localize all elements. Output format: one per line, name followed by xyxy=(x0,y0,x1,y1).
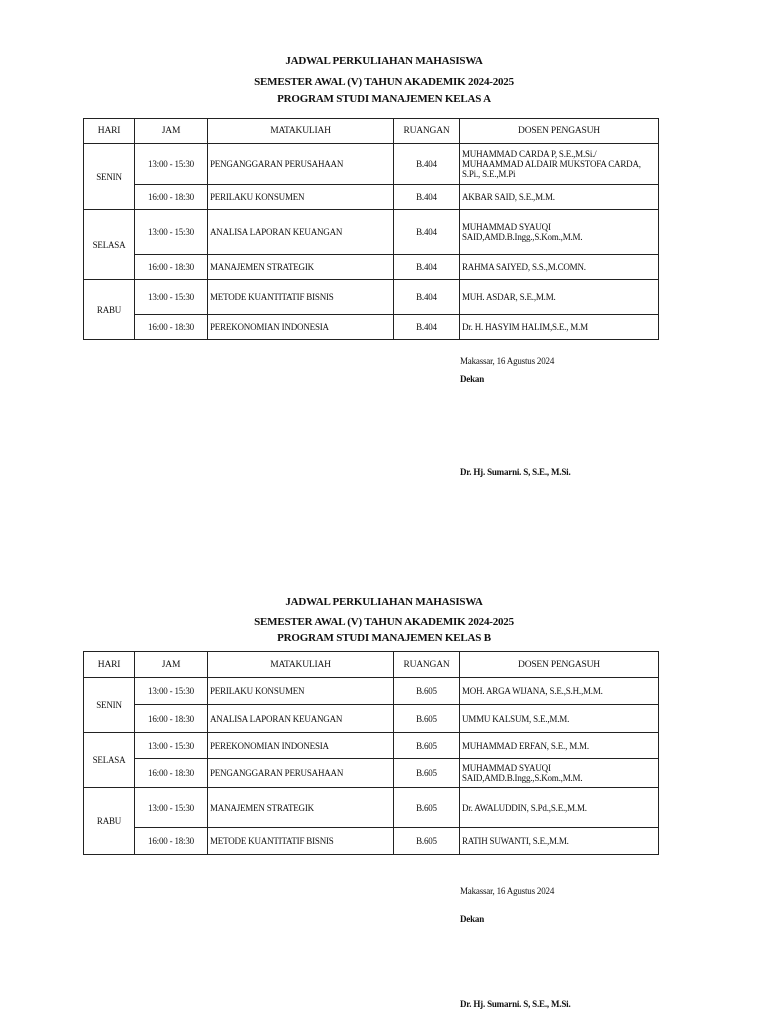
time-cell: 16:00 - 18:30 xyxy=(135,828,208,855)
room-cell: B.605 xyxy=(394,678,460,705)
time-cell: 16:00 - 18:30 xyxy=(135,185,208,210)
lecturer-cell: Dr. AWALUDDIN, S.Pd.,S.E.,M.M. xyxy=(460,788,659,828)
room-cell: B.404 xyxy=(394,144,460,185)
course-cell: ANALISA LAPORAN KEUANGAN xyxy=(208,210,394,255)
lecturer-cell: Dr. H. HASYIM HALIM,S.E., M.M xyxy=(460,315,659,340)
lecturer-cell: MUHAMMAD SYAUQI SAID,AMD.B.Ingg.,S.Kom.,M.M. xyxy=(460,759,659,788)
lecturer-cell: RAHMA SAIYED, S.S.,M.COMN. xyxy=(460,255,659,280)
header-jam: JAM xyxy=(135,119,208,144)
schedule-table xyxy=(83,651,659,855)
lecturer-cell: AKBAR SAID, S.E.,M.M. xyxy=(460,185,659,210)
room-cell: B.404 xyxy=(394,280,460,315)
table-row xyxy=(84,828,659,855)
signatory-position: Dekan xyxy=(460,914,485,924)
day-cell: SENIN xyxy=(84,144,135,210)
schedule-title: JADWAL PERKULIAHAN MAHASISWA xyxy=(285,596,483,608)
day-cell: SELASA xyxy=(84,210,135,280)
course-cell: PENGANGGARAN PERUSAHAAN xyxy=(208,759,394,788)
schedule-table xyxy=(83,118,659,340)
schedule-subtitle-program: PROGRAM STUDI MANAJEMEN KELAS B xyxy=(277,632,491,644)
table-row xyxy=(84,705,659,733)
time-cell: 13:00 - 15:30 xyxy=(135,788,208,828)
header-dosen: DOSEN PENGASUH xyxy=(460,652,659,678)
course-cell: METODE KUANTITATIF BISNIS xyxy=(208,828,394,855)
course-cell: PENGANGGARAN PERUSAHAAN xyxy=(208,144,394,185)
lecturer-cell: MOH. ARGA WIJANA, S.E.,S.H.,M.M. xyxy=(460,678,659,705)
room-cell: B.404 xyxy=(394,185,460,210)
time-cell: 16:00 - 18:30 xyxy=(135,705,208,733)
lecturer-cell: MUHAMMAD CARDA P, S.E.,M.Si./ MUHAAMMAD ALDAIR MUKSTOFA CARDA, S.Pi., S.E.,M.Pi xyxy=(460,144,659,185)
course-cell: MANAJEMEN STRATEGIK xyxy=(208,788,394,828)
course-cell: PEREKONOMIAN INDONESIA xyxy=(208,733,394,759)
lecturer-cell: UMMU KALSUM, S.E.,M.M. xyxy=(460,705,659,733)
table-row xyxy=(84,315,659,340)
lecturer-cell: MUHAMMAD SYAUQI SAID,AMD.B.Ingg.,S.Kom.,M.M. xyxy=(460,210,659,255)
table-row xyxy=(84,678,659,705)
time-cell: 13:00 - 15:30 xyxy=(135,144,208,185)
room-cell: B.404 xyxy=(394,315,460,340)
table-row xyxy=(84,210,659,255)
header-dosen: DOSEN PENGASUH xyxy=(460,119,659,144)
time-cell: 13:00 - 15:30 xyxy=(135,280,208,315)
table-row xyxy=(84,733,659,759)
lecturer-cell: MUHAMMAD ERFAN, S.E., M.M. xyxy=(460,733,659,759)
room-cell: B.404 xyxy=(394,210,460,255)
schedule-subtitle-semester: SEMESTER AWAL (V) TAHUN AKADEMIK 2024-2025 xyxy=(254,76,514,88)
table-row xyxy=(84,759,659,788)
table-header-row xyxy=(84,652,659,678)
time-cell: 16:00 - 18:30 xyxy=(135,759,208,788)
place-date: Makassar, 16 Agustus 2024 xyxy=(460,886,555,896)
day-cell: SENIN xyxy=(84,678,135,733)
schedule-title: JADWAL PERKULIAHAN MAHASISWA xyxy=(285,55,483,67)
course-cell: ANALISA LAPORAN KEUANGAN xyxy=(208,705,394,733)
room-cell: B.605 xyxy=(394,828,460,855)
table-row xyxy=(84,255,659,280)
signatory-name: Dr. Hj. Sumarni. S, S.E., M.Si. xyxy=(460,999,571,1009)
course-cell: PEREKONOMIAN INDONESIA xyxy=(208,315,394,340)
day-cell: RABU xyxy=(84,280,135,340)
room-cell: B.605 xyxy=(394,733,460,759)
room-cell: B.605 xyxy=(394,705,460,733)
time-cell: 16:00 - 18:30 xyxy=(135,315,208,340)
header-ruangan: RUANGAN xyxy=(394,119,460,144)
day-cell: RABU xyxy=(84,788,135,855)
course-cell: MANAJEMEN STRATEGIK xyxy=(208,255,394,280)
header-hari: HARI xyxy=(84,119,135,144)
header-ruangan: RUANGAN xyxy=(394,652,460,678)
time-cell: 13:00 - 15:30 xyxy=(135,210,208,255)
room-cell: B.605 xyxy=(394,788,460,828)
schedule-subtitle-program: PROGRAM STUDI MANAJEMEN KELAS A xyxy=(277,93,491,105)
place-date: Makassar, 16 Agustus 2024 xyxy=(460,356,555,366)
time-cell: 16:00 - 18:30 xyxy=(135,255,208,280)
day-cell: SELASA xyxy=(84,733,135,788)
table-header-row xyxy=(84,119,659,144)
header-matakuliah: MATAKULIAH xyxy=(208,119,394,144)
header-jam: JAM xyxy=(135,652,208,678)
table-row xyxy=(84,185,659,210)
lecturer-cell: RATIH SUWANTI, S.E.,M.M. xyxy=(460,828,659,855)
table-row xyxy=(84,788,659,828)
table-row xyxy=(84,280,659,315)
time-cell: 13:00 - 15:30 xyxy=(135,733,208,759)
header-matakuliah: MATAKULIAH xyxy=(208,652,394,678)
signatory-name: Dr. Hj. Sumarni. S, S.E., M.Si. xyxy=(460,467,571,477)
lecturer-cell: MUH. ASDAR, S.E.,M.M. xyxy=(460,280,659,315)
room-cell: B.404 xyxy=(394,255,460,280)
header-hari: HARI xyxy=(84,652,135,678)
course-cell: PERILAKU KONSUMEN xyxy=(208,185,394,210)
course-cell: PERILAKU KONSUMEN xyxy=(208,678,394,705)
table-row xyxy=(84,144,659,185)
signatory-position: Dekan xyxy=(460,374,485,384)
schedule-subtitle-semester: SEMESTER AWAL (V) TAHUN AKADEMIK 2024-2025 xyxy=(254,616,514,628)
room-cell: B.605 xyxy=(394,759,460,788)
time-cell: 13:00 - 15:30 xyxy=(135,678,208,705)
course-cell: METODE KUANTITATIF BISNIS xyxy=(208,280,394,315)
